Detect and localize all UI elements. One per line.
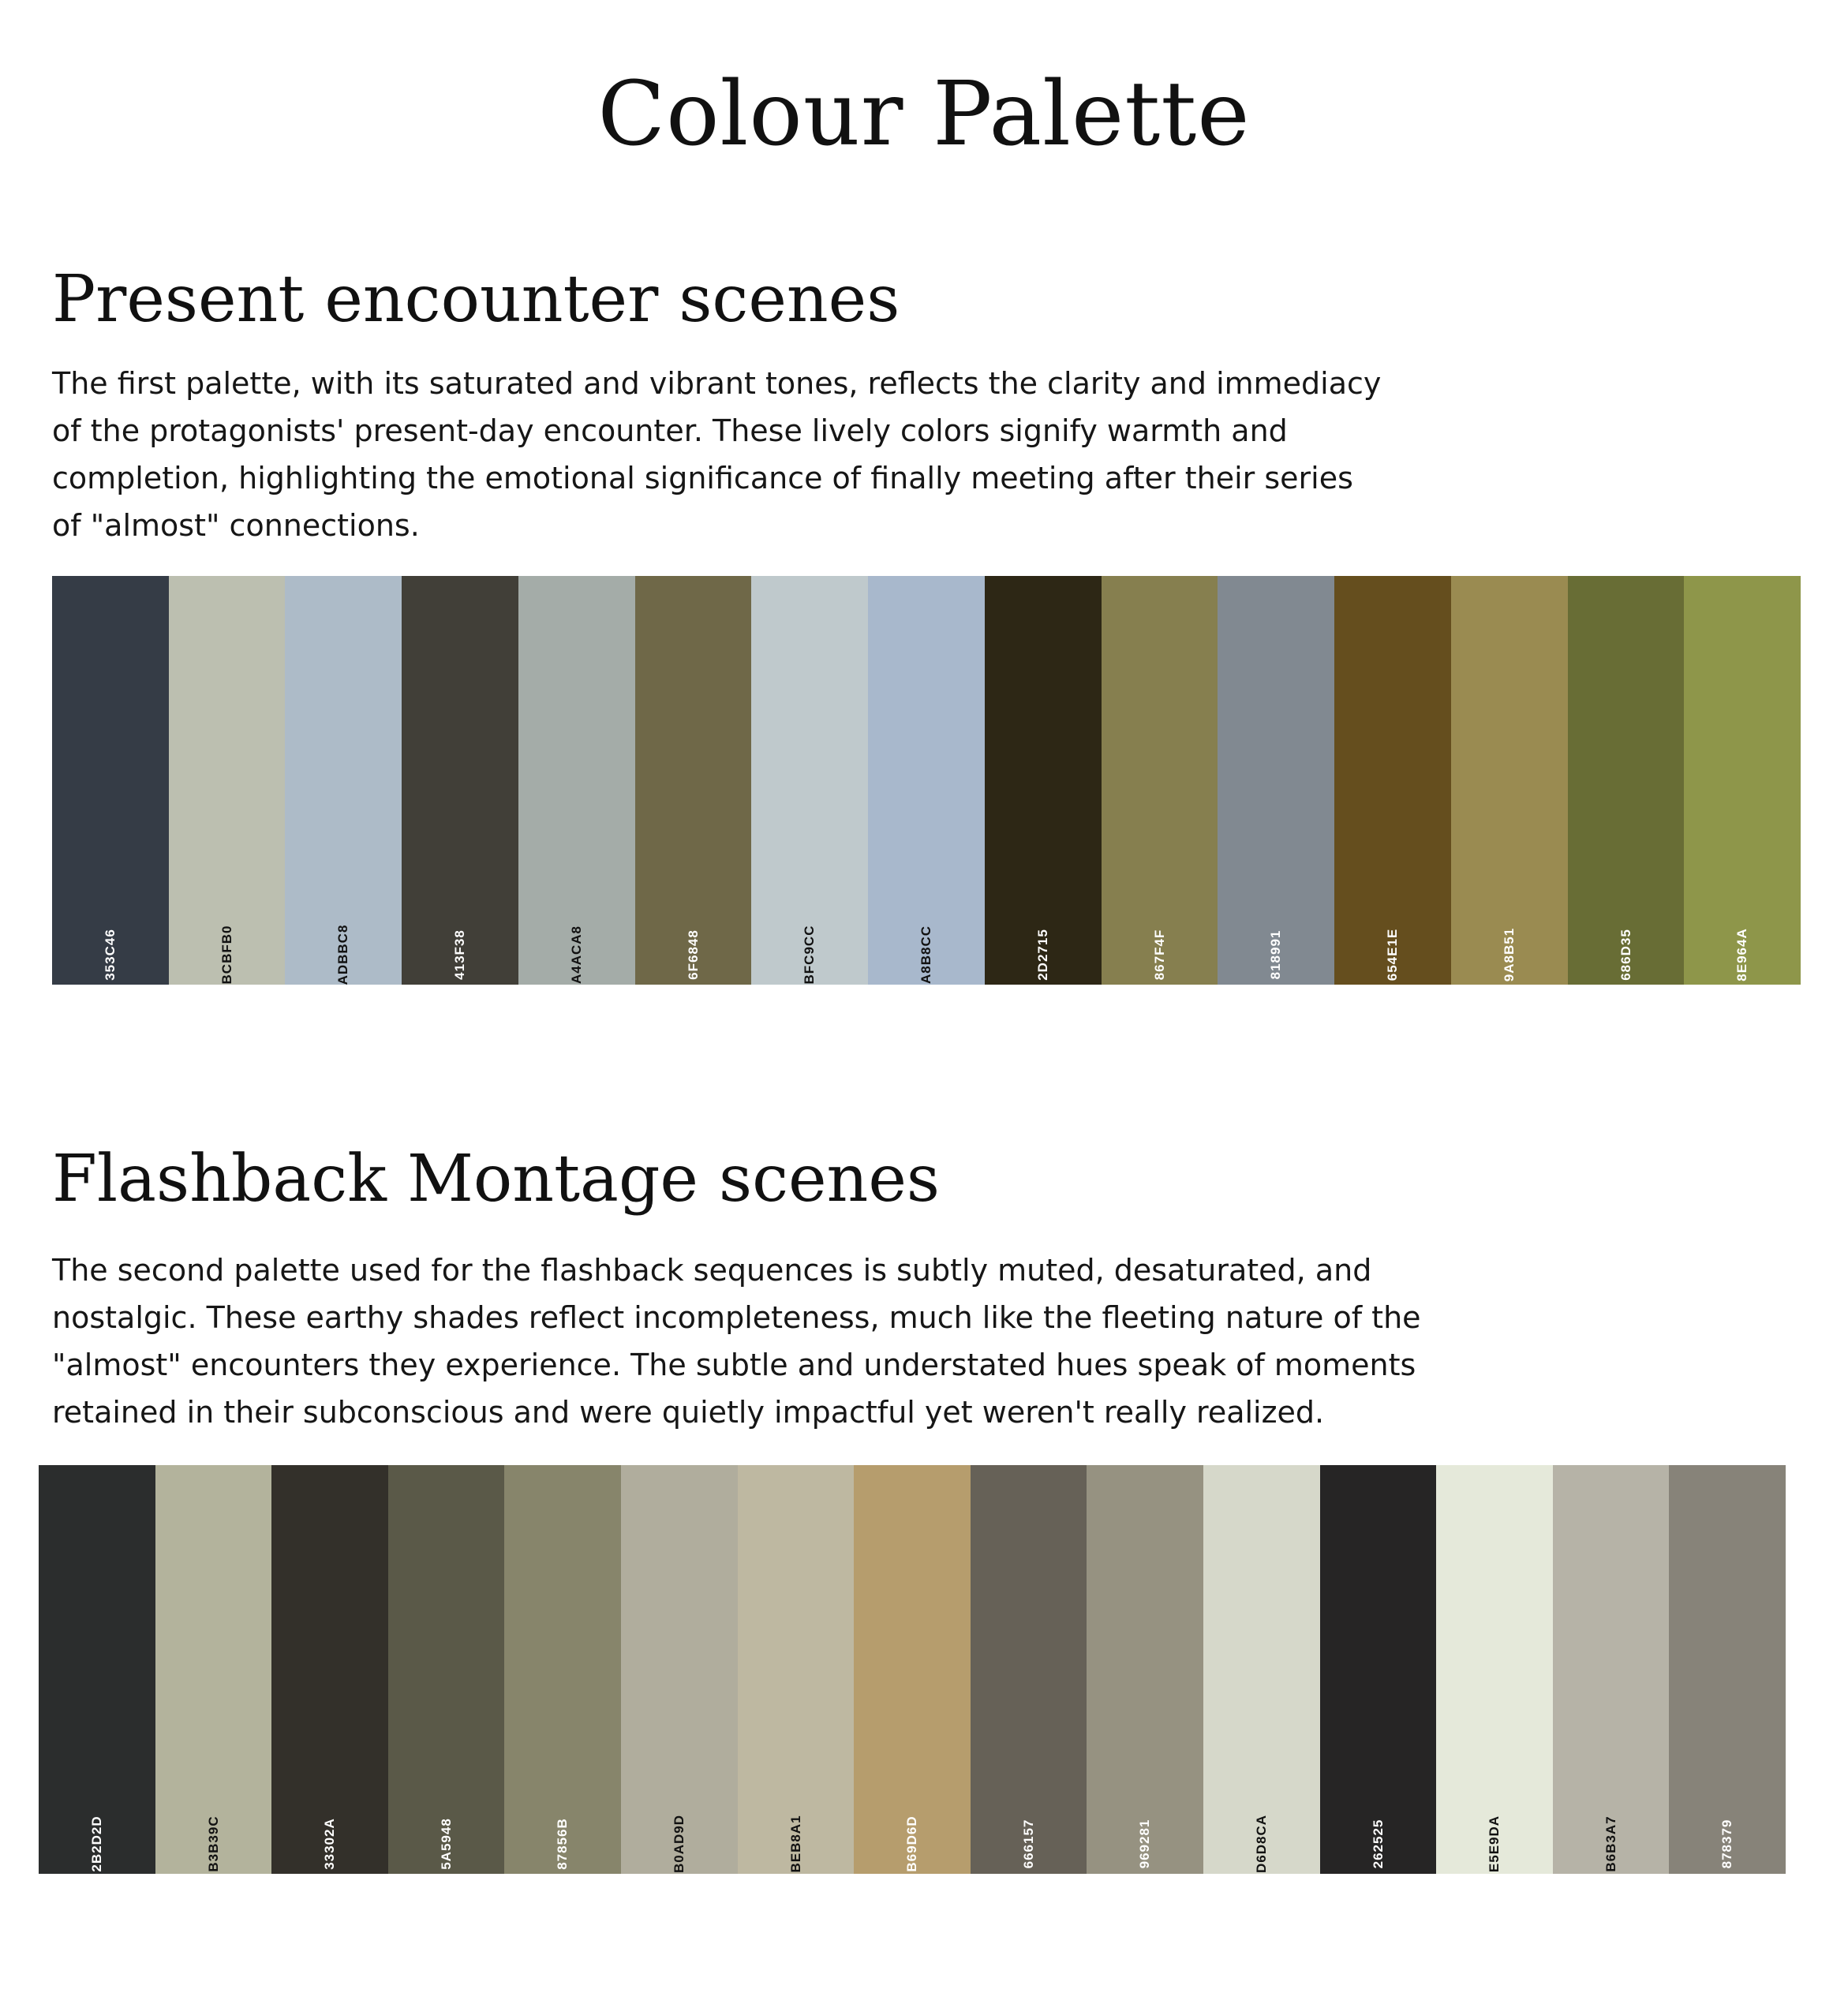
color-swatch bbox=[621, 1465, 738, 1874]
swatch-hex-label: BFC9CC bbox=[802, 925, 817, 985]
color-swatch bbox=[1203, 1465, 1320, 1874]
swatch-hex-label: 6F6848 bbox=[685, 929, 701, 980]
color-swatch bbox=[504, 1465, 621, 1874]
color-swatch bbox=[751, 576, 868, 985]
color-swatch bbox=[1320, 1465, 1436, 1874]
swatch-hex-label: 818991 bbox=[1268, 929, 1283, 980]
swatch-hex-label: 867F4F bbox=[1151, 929, 1167, 981]
section-heading-flashback: Flashback Montage scenes bbox=[52, 1142, 940, 1217]
page-title: Colour Palette bbox=[597, 63, 1251, 166]
description-line: of the protagonists' present-day encounter. These lively colors signify warmth and bbox=[52, 413, 1288, 448]
color-swatch bbox=[1553, 1465, 1669, 1874]
color-swatch bbox=[985, 576, 1102, 985]
section-description-present bbox=[52, 360, 1472, 549]
description-line: retained in their subconscious and were quietly impactful yet weren't really realized. bbox=[52, 1395, 1325, 1430]
swatch-hex-label: ADBBC8 bbox=[335, 924, 350, 985]
swatch-hex-label: 686D35 bbox=[1618, 929, 1633, 981]
color-swatch bbox=[1102, 576, 1218, 985]
swatch-hex-label: 666157 bbox=[1020, 1819, 1036, 1869]
swatch-hex-label: 2B2D2D bbox=[89, 1815, 104, 1872]
swatch-hex-label: B69D6D bbox=[904, 1815, 919, 1872]
color-swatch bbox=[738, 1465, 854, 1874]
color-swatch bbox=[1568, 576, 1684, 985]
swatch-hex-label: BCBFB0 bbox=[219, 925, 234, 985]
description-line: "almost" encounters they experience. The subtle and understated hues speak of moments bbox=[52, 1348, 1416, 1382]
color-swatch bbox=[1218, 576, 1334, 985]
swatch-hex-label: 969281 bbox=[1137, 1819, 1152, 1869]
swatch-hex-label: 413F38 bbox=[452, 929, 467, 980]
swatch-hex-label: B3B39C bbox=[205, 1815, 221, 1872]
swatch-hex-label: A4ACA8 bbox=[569, 925, 584, 985]
swatch-hex-label: 353C46 bbox=[103, 929, 118, 981]
color-swatch bbox=[1436, 1465, 1553, 1874]
description-line: of "almost" connections. bbox=[52, 508, 420, 543]
swatch-hex-label: B0AD9D bbox=[671, 1814, 686, 1874]
color-swatch bbox=[1334, 576, 1451, 985]
description-line: The second palette used for the flashback sequences is subtly muted, desaturated, and bbox=[52, 1253, 1372, 1288]
swatch-hex-label: D6D8CA bbox=[1254, 1814, 1269, 1874]
swatch-hex-label: E5E9DA bbox=[1487, 1815, 1502, 1873]
color-swatch bbox=[155, 1465, 271, 1874]
description-line: nostalgic. These earthy shades reflect incompleteness, much like the fleeting nature of the bbox=[52, 1300, 1421, 1335]
color-swatch bbox=[971, 1465, 1087, 1874]
description-line: completion, highlighting the emotional significance of finally meeting after their series bbox=[52, 461, 1353, 495]
color-swatch bbox=[1684, 576, 1801, 985]
swatch-hex-label: 9A8B51 bbox=[1502, 927, 1517, 982]
color-swatch bbox=[39, 1465, 155, 1874]
color-swatch bbox=[518, 576, 635, 985]
swatch-hex-label: 654E1E bbox=[1385, 928, 1400, 981]
present-palette-swatches bbox=[52, 576, 1801, 985]
swatch-hex-label: BEB8A1 bbox=[787, 1815, 803, 1873]
color-swatch bbox=[854, 1465, 971, 1874]
swatch-hex-label: B6B3A7 bbox=[1603, 1815, 1618, 1872]
flashback-palette-swatches bbox=[39, 1465, 1786, 1874]
swatch-hex-label: 33302A bbox=[322, 1818, 337, 1870]
swatch-hex-label: 2D2715 bbox=[1035, 929, 1050, 981]
swatch-hex-label: 87856B bbox=[555, 1818, 570, 1870]
color-swatch bbox=[868, 576, 985, 985]
section-heading-present: Present encounter scenes bbox=[52, 262, 900, 337]
color-swatch bbox=[1087, 1465, 1203, 1874]
color-swatch bbox=[388, 1465, 504, 1874]
section-description-flashback bbox=[52, 1247, 1472, 1436]
swatch-hex-label: 5A5948 bbox=[438, 1818, 454, 1870]
color-swatch bbox=[1451, 576, 1568, 985]
swatch-hex-label: 878379 bbox=[1719, 1819, 1734, 1869]
color-swatch bbox=[635, 576, 751, 985]
swatch-hex-label: A8B8CC bbox=[918, 925, 933, 985]
description-line: The first palette, with its saturated and vibrant tones, reflects the clarity and immediacy bbox=[52, 366, 1382, 401]
color-swatch bbox=[285, 576, 402, 985]
color-swatch bbox=[1669, 1465, 1786, 1874]
color-swatch bbox=[402, 576, 518, 985]
swatch-hex-label: 8E964A bbox=[1734, 928, 1749, 981]
swatch-hex-label: 262525 bbox=[1370, 1819, 1386, 1869]
color-swatch bbox=[52, 576, 169, 985]
color-swatch bbox=[169, 576, 285, 985]
color-swatch bbox=[271, 1465, 388, 1874]
